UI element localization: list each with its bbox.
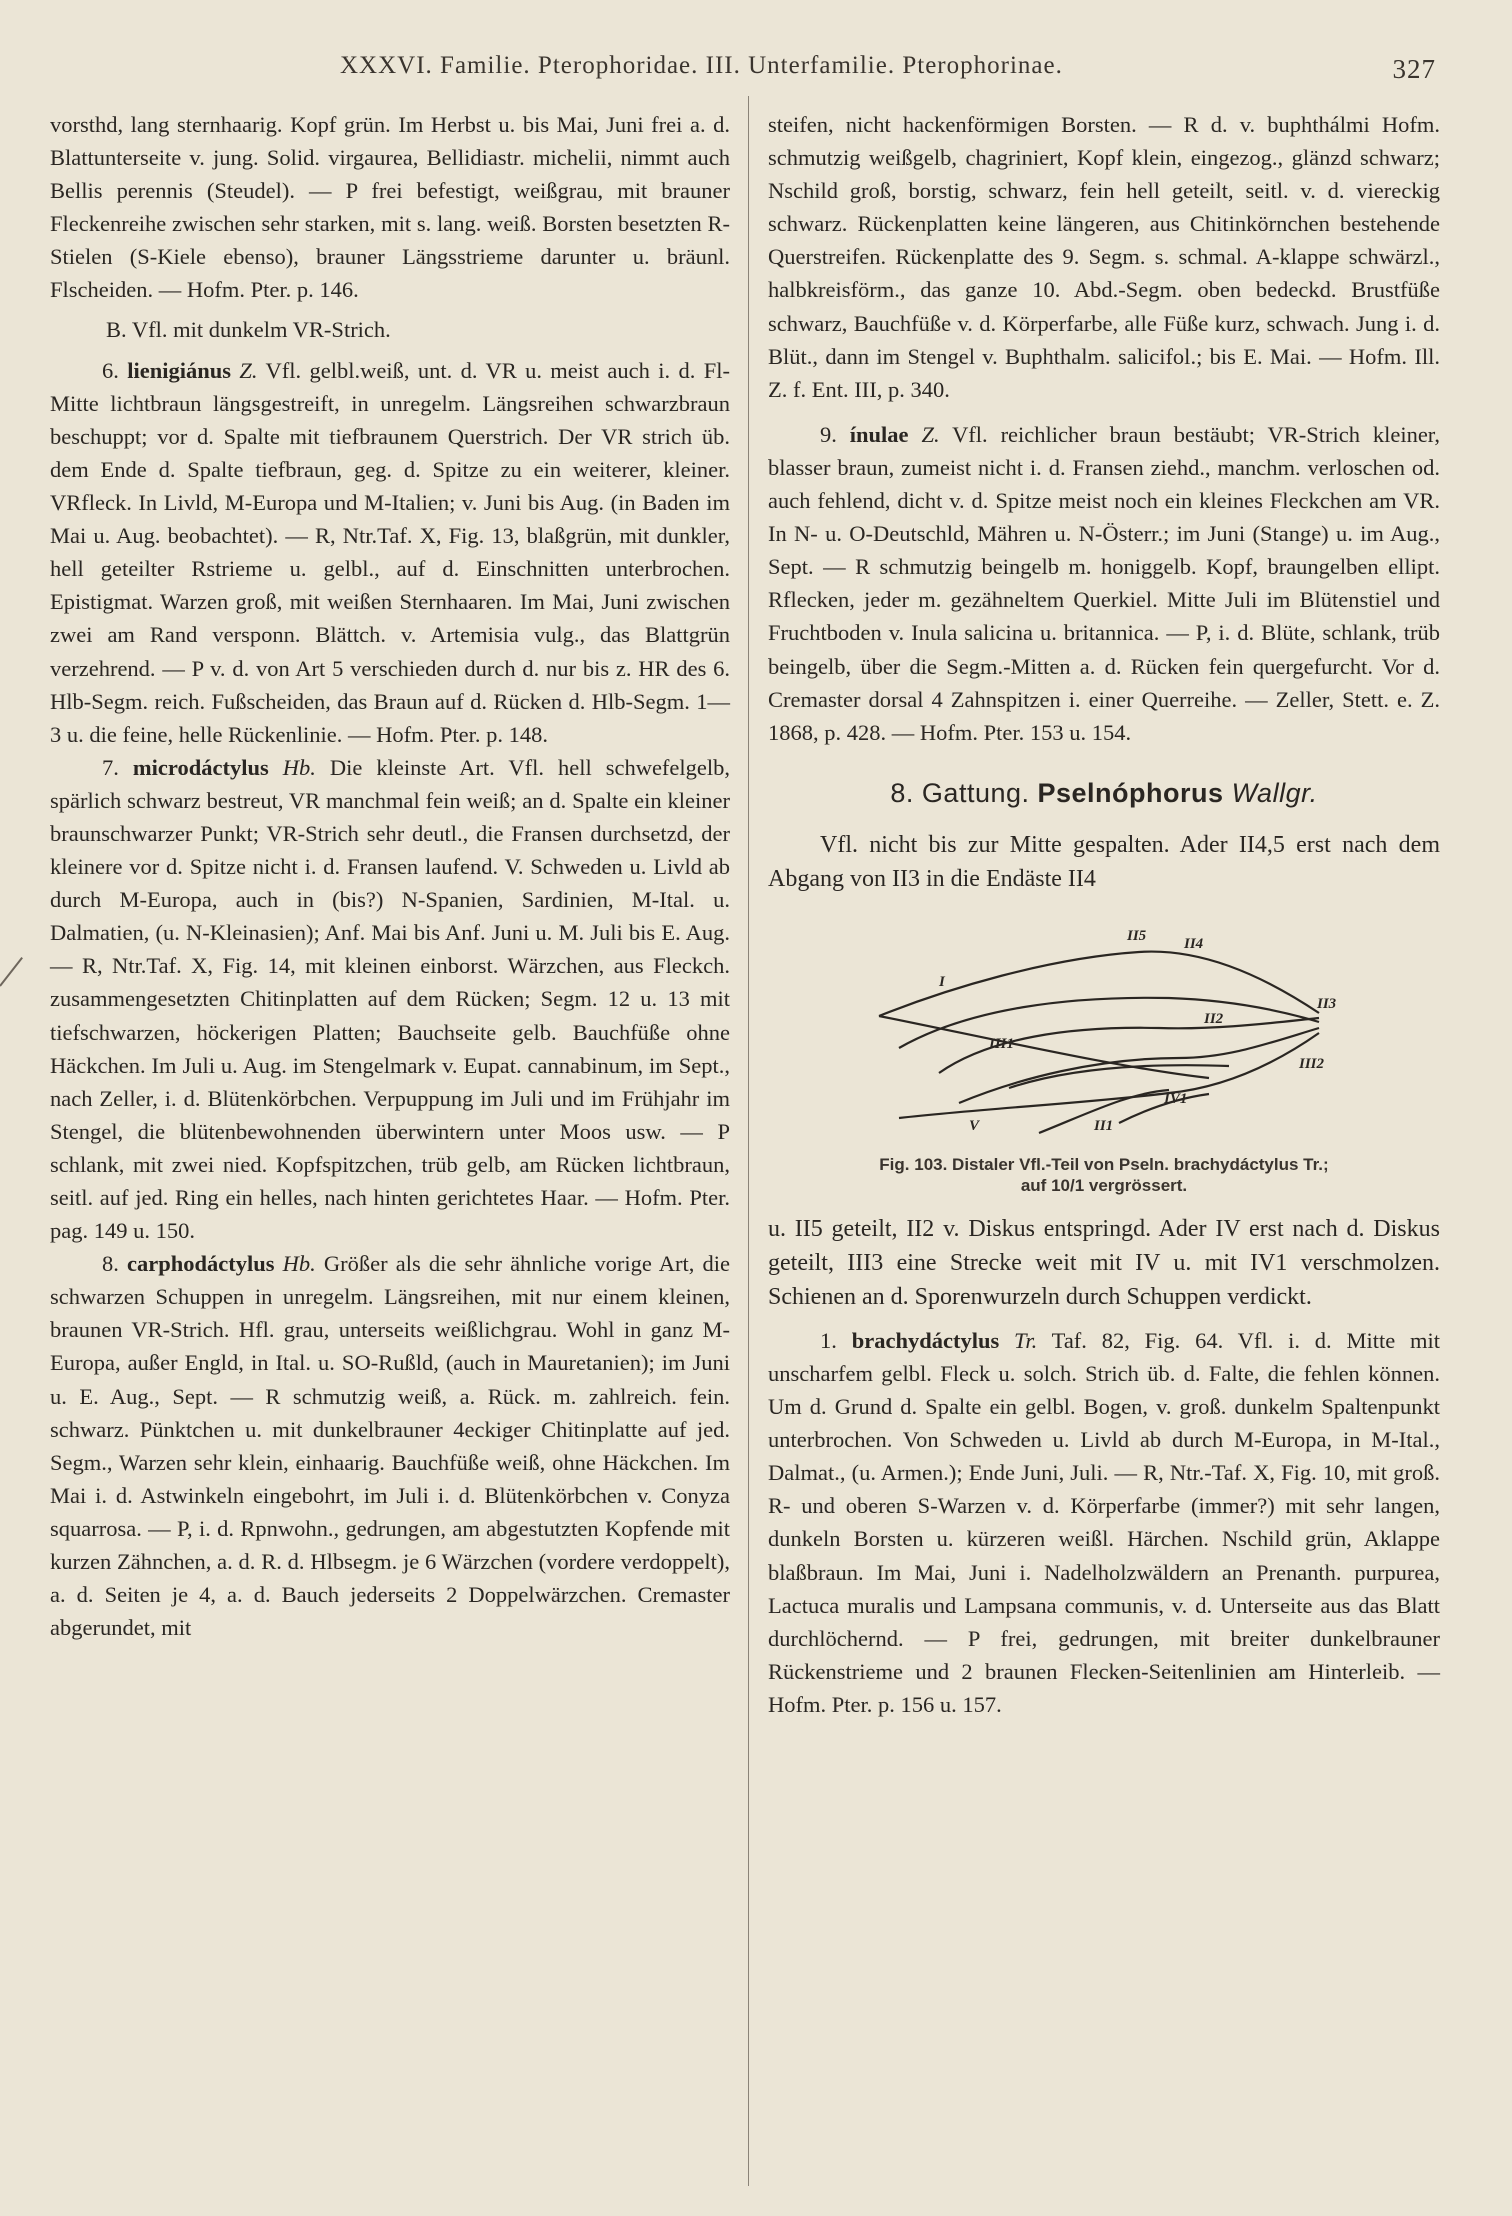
label-II2: II2: [1204, 1010, 1224, 1027]
label-V: V: [969, 1117, 980, 1134]
caption-line-2: auf 10/1 vergrössert.: [1020, 1175, 1188, 1195]
right-column: [768, 108, 1440, 1721]
wing-diagram: [869, 918, 1339, 1148]
species-number: 1.: [820, 1327, 837, 1353]
species-name: carphodáctylus: [127, 1251, 275, 1277]
genus-description: Vfl. nicht bis zur Mitte gespalten. Ader II4,5 erst nach dem Abgang von II3 in die Endäste II4: [768, 831, 1440, 892]
genus-name: Pselnóphorus: [1037, 777, 1224, 808]
label-III1: III1: [989, 1035, 1015, 1052]
label-II1: II1: [1094, 1117, 1114, 1134]
caption-line-1: Fig. 103. Distaler Vfl.-Teil von Pseln. brachydáctylus Tr.;: [879, 1154, 1329, 1174]
section-heading-b: B. Vfl. mit dunkelm VR-Strich.: [106, 316, 391, 342]
label-II5: II5: [1127, 927, 1147, 944]
species-number: 6.: [102, 357, 119, 383]
label-III2: III2: [1299, 1055, 1325, 1072]
label-IV1: IV1: [1164, 1090, 1188, 1107]
species-number: 9.: [820, 421, 837, 447]
species-entry-lienigianus: [50, 354, 730, 751]
label-II4: II4: [1184, 935, 1204, 952]
species-author: Z.: [239, 357, 258, 383]
species-name: brachydáctylus: [851, 1327, 1000, 1353]
wing-venation-figure: [768, 918, 1440, 1196]
species-text: Die kleinste Art. Vfl. hell schwefelgelb, spärlich schwarz bestreut, VR manchmal fein weiß; an d. Spalte ein kleiner braunschwarzer Punkt; VR-Strich sehr deutl., die Fransen durchsetzd, der kleinere vor d. Spitze nicht i. d. Fransen laufend. V. Schweden u. Livld ab durch M-Europa, auch in (bis?) N-Spanien, Sardinien, M-Ital. u. Dalmatien, (u. N-Kleinasien); Anf. Mai bis Anf. Juni u. M. Juli bis E. Aug. — R, Ntr.Taf. X, Fig. 14, mit kleinen einborst. Wärzchen, aus Fleckch. zusammengesetzten Chitinplatten auf dem Rücken; Segm. 12 u. 13 mit tiefschwarzen, höckerigen Platten; Bauchseite gelb. Bauchfüße ohne Häckchen. Im Juli u. Aug. im Stengelmark v. Eupat. cannabinum, im Sept., nach Zeller, i. d. Blütenkörbchen. Verpuppung im Juli und im Frühjahr im Stengel, die blütenbewohnenden überwintern unter Moos usw. — P schlank, mit zwei nied. Kopfspitzchen, trüb gelb, am Rücken lichtbraun, seitl. auf jed. Ring ein helles, nach hinten gerichtetes Haar. — Hofm. Pter. pag. 149 u. 150.: [50, 754, 731, 1244]
species-author: Hb.: [282, 754, 316, 780]
paragraph-continuation: steifen, nicht hackenförmigen Borsten. — R d. v. buphthálmi Hofm. schmutzig weißgelb, chagriniert, Kopf klein, eingezog., glänzd schwarz; Nschild groß, borstig, schwarz, fein hell geteilt, seitl. v. d. viereckig schwarz. Rückenplatten keine längeren, aus Chitinkörnchen bestehende Querstreifen. Rückenplatte des 9. Segm. s. schmal. A-klappe schwärzl., halbkreisförm., das ganze 10. Abd.-Segm. oben bedeckd. Brustfüße schwarz, Bauchfüße v. d. Körperfarbe, alle Füße kurz, schwach. Jung i. d. Blüt., dann im Stengel v. Buphthalm. salicifol.; bis E. Mai. — Hofm. Ill. Z. f. Ent. III, p. 340.: [768, 112, 1440, 402]
label-II3: II3: [1317, 995, 1337, 1012]
column-divider: [748, 96, 749, 2186]
running-head: [0, 52, 1512, 92]
species-entry-brachydactylus: [768, 1324, 1440, 1721]
species-author: Z.: [921, 421, 940, 447]
species-name: microdáctylus: [132, 754, 269, 780]
label-I: I: [939, 973, 945, 990]
genus-author: Wallgr.: [1231, 777, 1318, 808]
species-text: Vfl. gelbl.weiß, unt. d. VR u. meist auch i. d. Fl-Mitte lichtbraun längsgestreift, in unregelm. Längsreihen schwarzbraun beschuppt; vor d. Spalte mit tiefbraunem Querstrich. Der VR strich üb. dem Ende d. Spalte tiefbraun, geg. d. Spitze zu ein weiterer, kleiner. VRfleck. In Livld, M-Europa und M-Italien; v. Juni bis Aug. (in Baden im Mai u. Aug. beobachtet). — R, Ntr.Taf. X, Fig. 13, blaßgrün, mit dunkler, hell geteilter Rstrieme u. gelbl., auf d. Einschnitten unterbrochen. Epistigmat. Warzen groß, mit weißen Sternhaaren. Im Mai, Juni zwischen zwei am Rand versponn. Blättch. v. Artemisia vulg., das Blattgrün verzehrend. — P v. d. von Art 5 verschieden durch d. nur bis z. HR des 6. Hlb-Segm. reich. Fußscheiden, das Braun auf d. Rücken d. Hlb-Segm. 1—3 u. die feine, helle Rückenlinie. — Hofm. Pter. p. 148.: [50, 357, 731, 747]
species-number: 7.: [102, 754, 119, 780]
species-text: Taf. 82, Fig. 64. Vfl. i. d. Mitte mit unscharfem gelbl. Fleck u. solch. Strich üb. d. Falte, die fehlen können. Um d. Grund d. Spalte ein gelbl. Bogen, v. groß. dunkelm Spaltenpunkt unterbrochen. Von Schweden u. Livld ab durch M-Europa, in M-Ital., Dalmat., (u. Armen.); Ende Juni, Juli. — R, Ntr.-Taf. X, Fig. 10, mit groß. R- und oberen S-Warzen v. d. Körperfarbe (immer?) mit sehr langen, dunkeln Borsten u. kürzeren weißl. Härchen. Nschild grün, Aklappe blaßbraun. Im Mai, Juni i. Nadelholzwäldern an Prenanth. purpurea, Lactuca muralis und Lampsana communis, v. d. Unterseite aus das Blatt durchlöchernd. — P frei, gedrungen, mit breiter dunkelbrauner Rückenstrieme und 2 braunen Flecken-Seitenlinien am Hinterleib. — Hofm. Pter. p. 156 u. 157.: [768, 1327, 1441, 1717]
species-text: Vfl. reichlicher braun bestäubt; VR-Strich kleiner, blasser braun, zumeist nicht i. d. Fransen ziehd., manchm. verloschen od. auch fehlend, dicht v. d. Spitze meist noch ein kleines Fleckchen am VR. In N- u. O-Deutschld, Mähren u. N-Österr.; im Juni (Stange) u. im Aug., Sept. — R schmutzig beingelb m. honiggelb. Kopf, braungelben ellipt. Rflecken, jeder m. gezähneltem Querkiel. Mitte Juli im Blütenstiel und Fruchtboden v. Inula salicina u. britannica. — P, i. d. Blüte, schlank, trüb beingelb, über die Segm.-Mitten a. d. Rücken fein quergefurcht. Vor d. Cremaster dorsal 4 Zahnspitzen i. einer Querreihe. — Zeller, Stett. e. Z. 1868, p. 428. — Hofm. Pter. 153 u. 154.: [768, 421, 1441, 745]
pencil-mark: [0, 957, 23, 987]
figure-caption: [768, 1154, 1440, 1196]
paragraph-continuation: vorsthd, lang sternhaarig. Kopf grün. Im Herbst u. bis Mai, Juni frei a. d. Blattunterseite v. jung. Solid. virgaurea, Bellidiastr. michelii, nimmt auch Bellis perennis (Steudel). — P frei befestigt, weißgrau, mit brauner Fleckenreihe zwischen sehr starken, mit s. lang. weiß. Borsten besetzten R-Stielen (S-Kiele ebenso), brauner Längsstrieme darunter u. bräunl. Flscheiden. — Hofm. Pter. p. 146.: [50, 112, 730, 303]
species-author: Hb.: [282, 1251, 316, 1277]
page-number: 327: [1392, 54, 1436, 84]
genus-heading: [768, 777, 1440, 810]
species-text: Größer als die sehr ähnliche vorige Art, die schwarzen Schuppen in unregelm. Längsreihen, mit nur einem kleinen, braunen VR-Strich. Hfl. grau, unterseits weißlichgrau. Wohl in ganz M-Europa, außer Engld, in Ital. u. SO-Rußld, (auch in Mauretanien); im Juni u. E. Aug., Sept. — R schmutzig weiß, a. Rück. m. zahlreich. fein. schwarz. Pünktchen u. mit dunkelbrauner 4eckiger Chitinplatte auf jed. Segm., Warzen sehr klein, einhaarig. Bauchfüße weiß, ohne Häckchen. Im Mai i. d. Astwinkeln eingebohrt, im Juli i. d. Blütenkörbchen v. Conyza squarrosa. — P, i. d. Rpnwohn., gedrungen, am abgestutzten Kopfende mit kurzen Zähnchen, a. d. R. d. Hlbsegm. je 6 Wärzchen (vordere verdoppelt), a. d. Seiten je 4, a. d. Bauch jederseits 2 Doppelwärzchen. Cremaster abgerundet, mit: [50, 1251, 730, 1641]
species-name: ínulae: [849, 421, 909, 447]
species-entry-microdactylus: [50, 751, 730, 1247]
species-number: 8.: [102, 1251, 119, 1277]
species-entry-carphodactylus: [50, 1247, 730, 1644]
species-name: lienigiánus: [127, 357, 232, 383]
species-author: Tr.: [1014, 1327, 1038, 1353]
left-column: [50, 108, 730, 1644]
genus-description-continued: u. II5 geteilt, II2 v. Diskus entspringd. Ader IV erst nach d. Diskus geteilt, III3 eine Strecke weit mit IV u. mit IV1 verschmolzen. Schienen an d. Sporenwurzeln durch Schuppen verdickt.: [768, 1215, 1440, 1310]
species-entry-inulae: [768, 418, 1440, 749]
running-head-title: XXXVI. Familie. Pterophoridae. III. Unterfamilie. Pterophorinae.: [340, 52, 1063, 79]
genus-number: 8. Gattung.: [890, 777, 1030, 808]
